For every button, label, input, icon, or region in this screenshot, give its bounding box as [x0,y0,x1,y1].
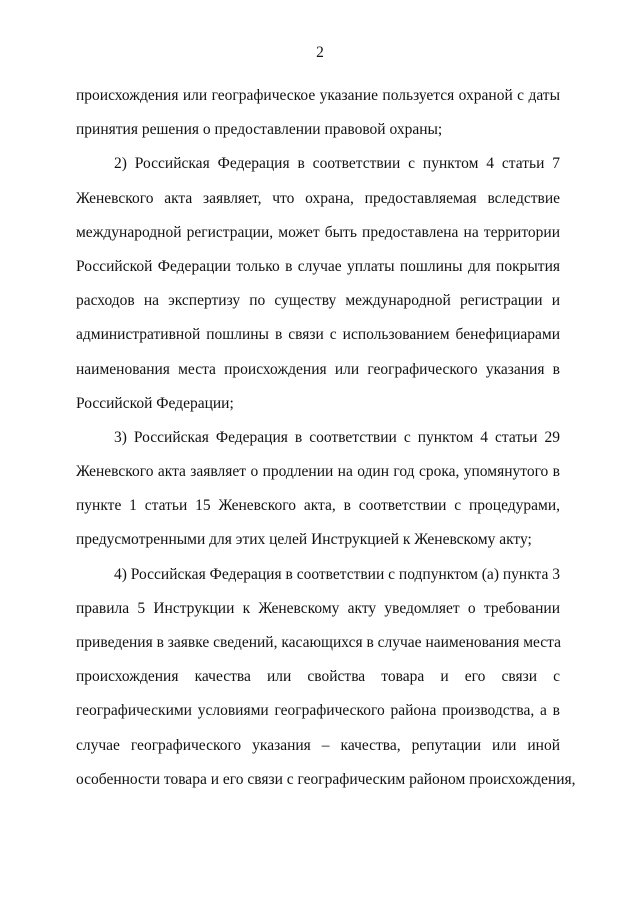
text-line: предусмотренными для этих целей Инструкцией к Женевскому акту; [76,531,532,549]
text-line: принятия решения о предоставлении правовой охраны; [76,121,443,139]
text-line: международной регистрации, может быть предоставлена на территории [76,223,560,241]
text-line: административной пошлины в связи с использованием бенефициарами [76,326,560,344]
document-body [76,79,576,797]
text-line: наименования места происхождения или географического указания в [76,360,560,378]
text-line: Российской Федерации только в случае уплаты пошлины для покрытия [76,257,560,275]
page-number: 2 [316,44,324,61]
text-line: 4) Российская Федерация в соответствии с подпунктом (а) пункта 3 [114,565,560,583]
text-line: 2) Российская Федерация в соответствии с пунктом 4 статьи 7 [114,155,560,173]
text-line: расходов на экспертизу по существу международной регистрации и [76,292,560,310]
paragraph [76,421,560,558]
text-line: Женевского акта заявляет, что охрана, предоставляемая вследствие [76,189,560,207]
text-line: пункте 1 статьи 15 Женевского акта, в соответствии с процедурами, [76,497,560,515]
text-line: Российской Федерации; [76,394,234,412]
text-line: случае географического указания – качества, репутации или иной [76,736,560,754]
text-line: особенности товара и его связи с географическим районом происхождения, [76,770,576,788]
paragraph [76,558,576,797]
text-line: 3) Российская Федерация в соответствии с пунктом 4 статьи 29 [114,428,560,446]
paragraph [76,147,560,421]
text-line: происхождения качества или свойства товара и его связи с [76,668,560,686]
text-line: приведения в заявке сведений, касающихся в случае наименования места [76,634,562,651]
text-line: правила 5 Инструкции к Женевскому акту уведомляет о требовании [76,599,560,617]
text-line: происхождения или географическое указание пользуется охраной с даты [76,87,560,104]
text-line: Женевского акта заявляет о продлении на один год срока, упомянутого в [76,463,560,481]
paragraph [76,79,560,147]
text-line: географическими условиями географического района производства, а в [76,702,560,720]
